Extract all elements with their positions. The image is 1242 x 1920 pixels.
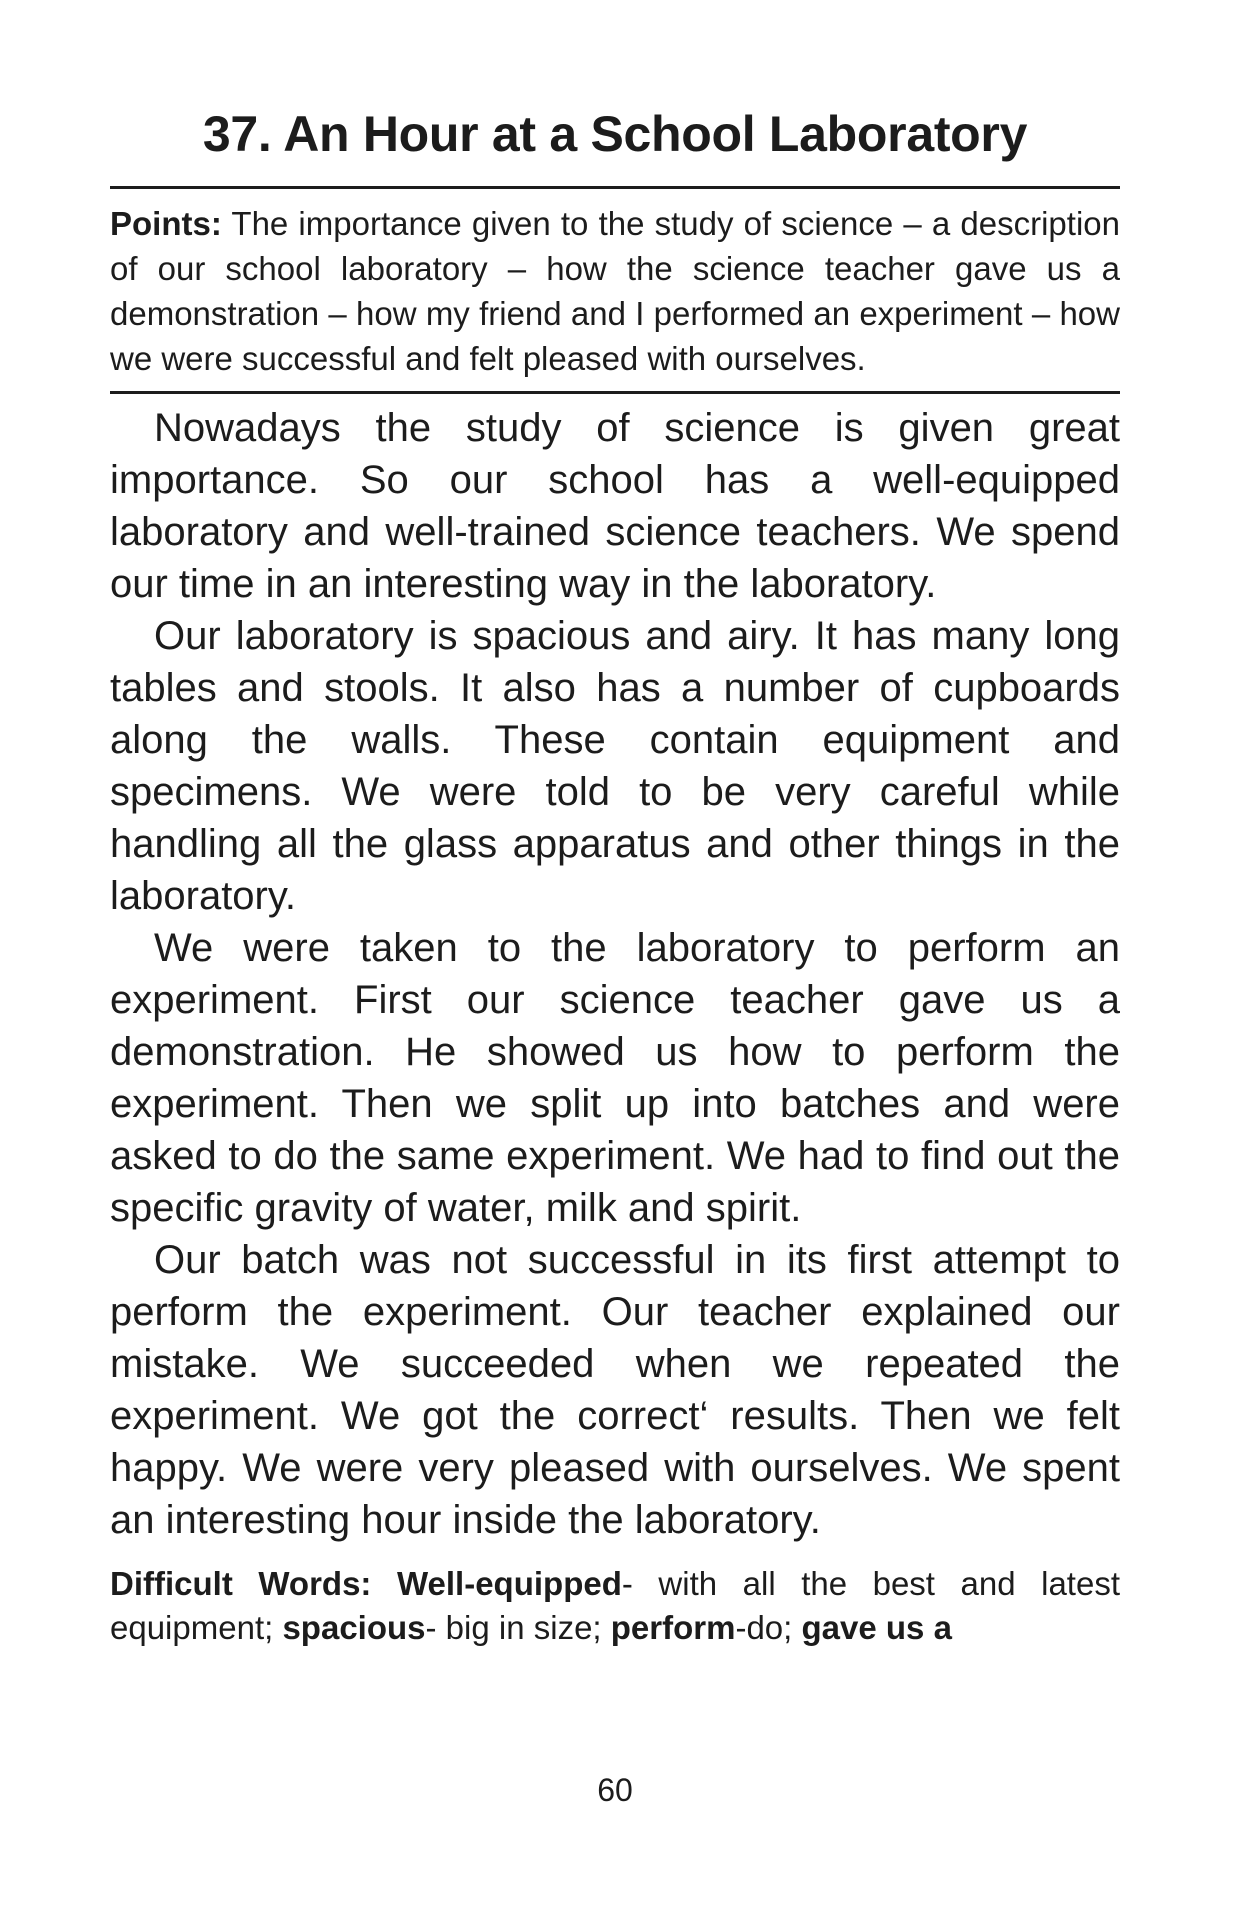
essay-body	[110, 402, 1120, 1546]
document-page	[110, 0, 1120, 1920]
term-2: spacious	[282, 1609, 426, 1646]
term-3: perform	[610, 1609, 736, 1646]
bottom-divider	[110, 391, 1120, 394]
points-box	[110, 201, 1120, 381]
meaning-1: - with all the best and latest equipment;	[110, 1565, 1120, 1646]
difficult-words	[110, 1562, 1120, 1650]
points-label: Points:	[110, 205, 222, 242]
page-number: 60	[597, 1772, 633, 1808]
meaning-3: -do;	[735, 1609, 793, 1646]
paragraph-1: Nowadays the study of science is given great importance. So our school has a well-equipped laboratory and well-trained science teachers. We spend our time in an interesting way in the laboratory.	[110, 406, 1120, 606]
paragraph-2: Our laboratory is spacious and airy. It has many long tables and stools. It also has a number of cupboards along the walls. These contain equipment and specimens. We were told to be very careful while handling all the glass apparatus and other things in the laboratory.	[110, 614, 1120, 918]
difficult-words-label: Difficult Words:	[110, 1565, 372, 1602]
paragraph-4: Our batch was not successful in its first attempt to perform the experiment. Our teacher explained our mistake. We succeeded when we repeated the experiment. We got the correct‘ results. Then we felt happy. We were very pleased with ourselves. We spent an interesting hour inside the laboratory.	[110, 1238, 1120, 1542]
points-text: The importance given to the study of science – a description of our school laboratory – how the science teacher gave us a demonstration – how my friend and I performed an experiment – how we were successful and felt pleased with ourselves.	[110, 205, 1120, 377]
term-1: Well-equipped	[396, 1565, 622, 1602]
meaning-2: - big in size;	[425, 1609, 602, 1646]
top-divider	[110, 186, 1120, 189]
page-title: 37. An Hour at a School Laboratory	[202, 106, 1028, 162]
term-4: gave us a	[801, 1609, 952, 1646]
paragraph-3: We were taken to the laboratory to perform an experiment. First our science teacher gave us a demonstration. He showed us how to perform the experiment. Then we split up into batches and were asked to do the same experiment. We had to find out the specific gravity of water, milk and spirit.	[110, 926, 1120, 1230]
